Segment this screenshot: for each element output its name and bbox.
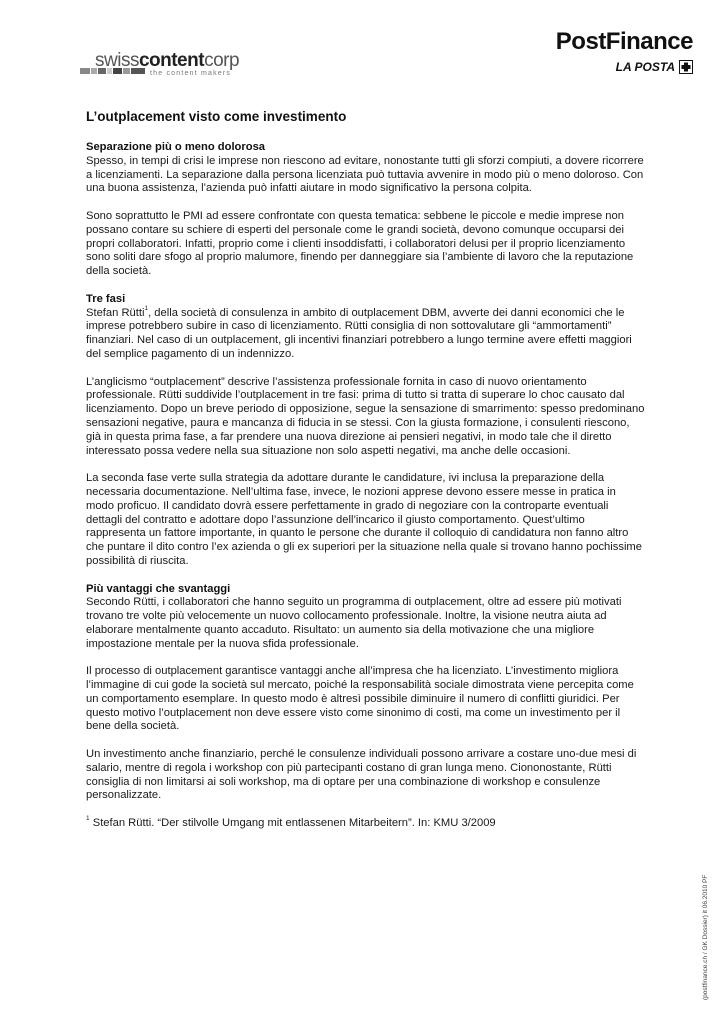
footnote-marker: 1 — [144, 304, 149, 312]
author-name: Stefan Rütti — [86, 306, 145, 319]
logo-wordmark: swisscontentcorp — [95, 50, 240, 71]
postfinance-wordmark: PostFinance — [555, 28, 693, 55]
paragraph: La seconda fase verte sulla strategia da adottare durante le candidature, ivi inclusa la preparazione della necessaria documentazione. Nell’ultima fase, invece, le nozioni apprese devono essere messe in pratica in modo proficuo. Il candidato dovrà essere perfettamente in grado di negoziare con la controparte eventuali dettagli del contratto e adottare dopo l’assunzione dell’incarico il giusto comportamento. Quest’ultimo rappresenta un fattore importante, in quanto le persone che durante il colloquio di candidatura non fanno altro che puntare il dito contro l’ex azienda o gli ex superiori per la situazione nella quale si trovano hanno pochissime possibilità di riuscita. — [86, 472, 642, 567]
footnote — [86, 817, 646, 831]
side-note: (postfinance.ch / GK Dossier) it 06.2010 PF — [702, 874, 709, 1000]
article — [86, 108, 646, 831]
paragraph: Un investimento anche finanziario, perché le consulenze individuali possono arrivare a costare uno-due mesi di salario, mentre di regola i workshop con più partecipanti costano di gran lunga meno. Ciononostante, Rütti consiglia di non limitarsi ai soli workshop, ma di optare per una combinazione di workshop e consulenze personalizzate. — [86, 748, 637, 802]
section-heading: Separazione più o meno dolorosa — [86, 141, 266, 153]
paragraph: Il processo di outplacement garantisce vantaggi anche all’impresa che ha licenziato. L’investimento migliora l’immagine di cui gode la società sul mercato, poiché la responsabilità sociale dimostrata viene percepita come un comportamento esemplare. In questo modo è altresì possibile diminuire il numero di conflitti giuridici. Per questo motivo l’outplacement non deve essere visto come sinonimo di costi, ma come un investimento per il bene della società. — [86, 665, 634, 733]
section-heading: Più vantaggi che svantaggi — [86, 582, 231, 595]
la-posta-mark — [616, 60, 693, 74]
paragraph: Sono soprattutto le PMI ad essere confrontate con questa tematica: sebbene le piccole e medie imprese non possano contare su schiere di esperti del personale come le grandi società, devono comunque occuparsi dei propri collaboratori. Infatti, proprio come i clienti insoddisfatti, i collaboratori delusi per il proprio licenziamento sono soliti dare sfogo al proprio malumore, finendo per danneggiare sia l’ambiente di lavoro che la reputazione della società. — [86, 209, 634, 278]
article-title: L’outplacement visto come investimento — [86, 109, 347, 124]
swisscontentcorp-logo — [80, 50, 270, 80]
paragraph-text: , della società di consulenza in ambito di outplacement DBM, avverte dei danni economici che le imprese potrebbero subire in caso di licenziamento. Rütti consiglia di non sottovalutare gli “ammortamenti” finanziari. Nel caso di un outplacement, gli incentivi finanziari potrebbero a lungo termine avere effetti maggiori del semplice pagamento di un indennizzo. — [86, 306, 632, 360]
paragraph: Secondo Rütti, i collaboratori che hanno seguito un programma di outplacement, oltre ad essere più motivati trovano tre volte più velocemente un nuovo collocamento professionale. Inoltre, la visione neutra aiuta ad elaborare mentalmente quanto accaduto. Risultato: un aumento sia della motivazione che una migliore impostazione mentale per la nuova sfida professionale. — [86, 596, 622, 650]
paragraph: Spesso, in tempi di crisi le imprese non riescono ad evitare, nonostante tutti gli sforzi compiuti, a dovere ricorrere a licenziamenti. La separazione dalla persona licenziata può tuttavia avvenire in modo più o meno doloroso. Con una buona assistenza, l’azienda può infatti aiutare in modo significativo la persona colpita. — [86, 154, 644, 195]
section-separazione — [86, 141, 646, 279]
section-tre-fasi — [86, 293, 646, 569]
paragraph — [86, 304, 646, 362]
swiss-cross-icon — [679, 60, 693, 74]
section-heading: Tre fasi — [86, 292, 126, 305]
la-posta-label: LA POSTA — [615, 60, 675, 74]
footnote-number: 1 — [86, 815, 90, 823]
section-vantaggi — [86, 583, 646, 804]
footnote-text: Stefan Rütti. “Der stilvolle Umgang mit entlassenen Mitarbeitern”. In: KMU 3/2009 — [89, 817, 496, 830]
postfinance-logo — [513, 28, 693, 78]
logo-tagline: the content makers — [150, 70, 232, 77]
paragraph: L’anglicismo “outplacement” descrive l’assistenza professionale fornita in caso di nuovo orientamento professionale. Rütti suddivide l’outplacement in tre fasi: prima di tutto si tratta di superare lo choc causato dal licenziamento. Dopo un breve periodo di opposizione, segue la sensazione di smarrimento: spesso predominano sensazioni negative, paura e mancanza di fiducia in se stessi. Con la giusta formazione, i consulenti riescono, già in questa prima fase, a far prendere una nuova direzione ai pensieri negativi, in modo tale che il diretto interessato possa vedere nella sua situazione non solo aspetti negativi, ma anche delle occasioni. — [86, 375, 645, 457]
